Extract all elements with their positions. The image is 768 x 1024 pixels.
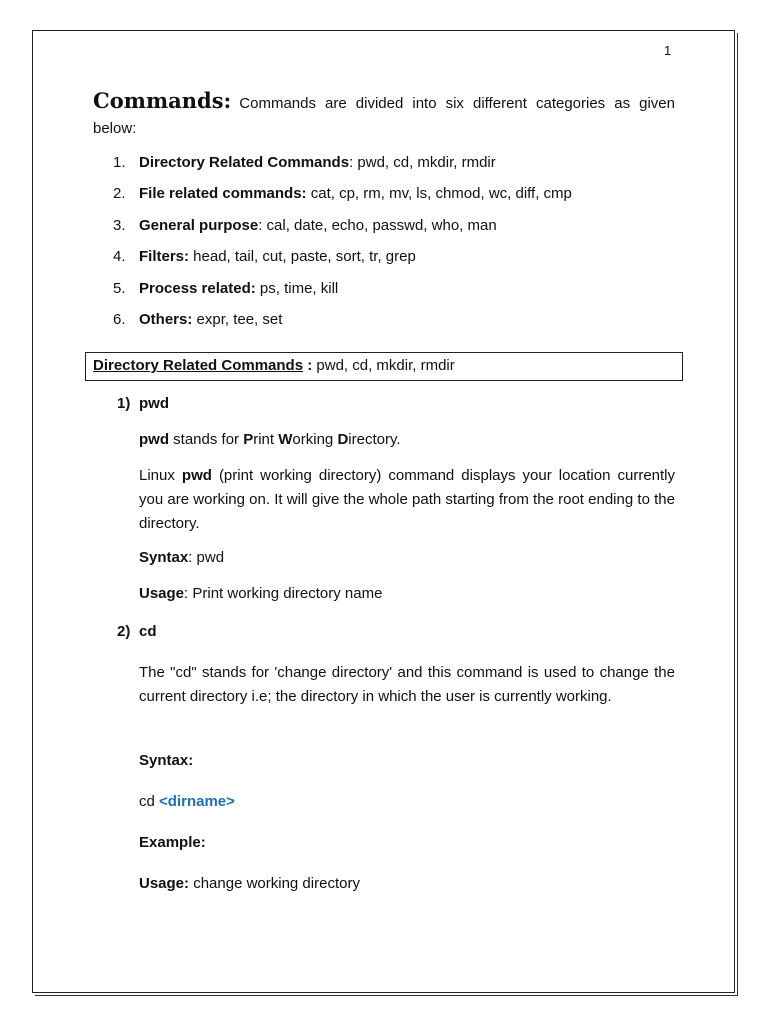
initial-letter: W <box>278 431 293 448</box>
cmd-name: pwd <box>181 467 212 484</box>
item-number: 2) <box>117 623 131 640</box>
pwd-usage <box>139 585 382 602</box>
item-number: 1) <box>117 395 131 412</box>
cd-heading <box>117 623 157 640</box>
category-commands: head, tail, cut, paste, sort, tr, grep <box>189 248 416 266</box>
cmd-name: pwd <box>139 431 169 448</box>
text: rint <box>253 431 279 448</box>
syntax-command: cd <box>139 793 160 810</box>
list-item <box>113 277 572 308</box>
category-commands: expr, tee, set <box>192 310 283 328</box>
page-title: Commands: <box>93 88 232 113</box>
cd-syntax-line <box>139 793 235 810</box>
initial-letter: D <box>337 431 349 448</box>
category-name: Filters: <box>139 248 190 266</box>
pwd-definition <box>139 428 675 452</box>
category-list <box>113 151 572 339</box>
category-commands: ps, time, kill <box>255 279 339 297</box>
page-number: 1 <box>664 43 672 58</box>
pwd-syntax <box>139 549 224 566</box>
list-item <box>113 182 572 213</box>
text: orking <box>292 431 338 448</box>
list-number: 4. <box>113 248 126 266</box>
category-name: General purpose <box>139 216 259 234</box>
list-number: 5. <box>113 279 126 297</box>
list-item <box>113 245 572 276</box>
usage-value: : Print working directory name <box>184 585 383 602</box>
syntax-label: Syntax <box>139 549 189 566</box>
category-commands: pwd, cd, mkdir, rmdir <box>353 154 496 171</box>
pwd-description <box>139 464 675 536</box>
list-number: 3. <box>113 216 126 234</box>
syntax-argument: <dirname> <box>159 793 235 810</box>
text: irectory. <box>348 431 401 448</box>
cd-example-label <box>139 834 206 851</box>
section-header-box <box>85 352 683 381</box>
list-item <box>113 308 572 339</box>
section-commands: pwd, cd, mkdir, rmdir <box>312 357 455 374</box>
section-title: Directory Related Commands <box>93 357 304 374</box>
category-commands: cal, date, echo, passwd, who, man <box>262 216 497 234</box>
syntax-value: : pwd <box>188 549 225 566</box>
cd-usage <box>139 875 360 892</box>
category-name: File related commands: <box>139 185 307 203</box>
pwd-heading <box>117 395 169 412</box>
list-item <box>113 151 572 182</box>
separator: : <box>349 154 354 171</box>
separator: : <box>258 216 263 234</box>
item-title: pwd <box>139 395 169 412</box>
category-name: Others: <box>139 310 193 328</box>
category-name: Process related: <box>139 279 256 297</box>
intro-text: Commands are divided into six different categories as given below: <box>93 95 675 137</box>
text: Linux <box>139 467 182 484</box>
usage-value: change working directory <box>189 875 360 892</box>
text: stands for <box>169 431 244 448</box>
category-commands: cat, cp, rm, mv, ls, chmod, wc, diff, cmp <box>306 185 572 203</box>
cd-syntax-label <box>139 752 193 769</box>
initial-letter: P <box>243 431 254 448</box>
usage-label: Usage: <box>139 875 190 892</box>
list-item <box>113 214 572 245</box>
list-number: 1. <box>113 154 126 171</box>
usage-label: Usage <box>139 585 185 602</box>
example-label: Example: <box>139 834 206 851</box>
list-number: 2. <box>113 185 126 203</box>
item-title: cd <box>139 623 157 640</box>
intro-paragraph <box>93 88 675 141</box>
category-name: Directory Related Commands <box>139 154 350 171</box>
list-number: 6. <box>113 310 126 328</box>
text: (print working directory) command displays your location currently you are working on. It will give the whole path starting from the root ending to the directory. <box>139 467 676 532</box>
cd-description: The "cd" stands for 'change directory' and this command is used to change the current directory i.e; the directory in which the user is currently working. <box>139 664 675 705</box>
syntax-label: Syntax: <box>139 752 194 769</box>
section-separator: : <box>303 357 313 374</box>
